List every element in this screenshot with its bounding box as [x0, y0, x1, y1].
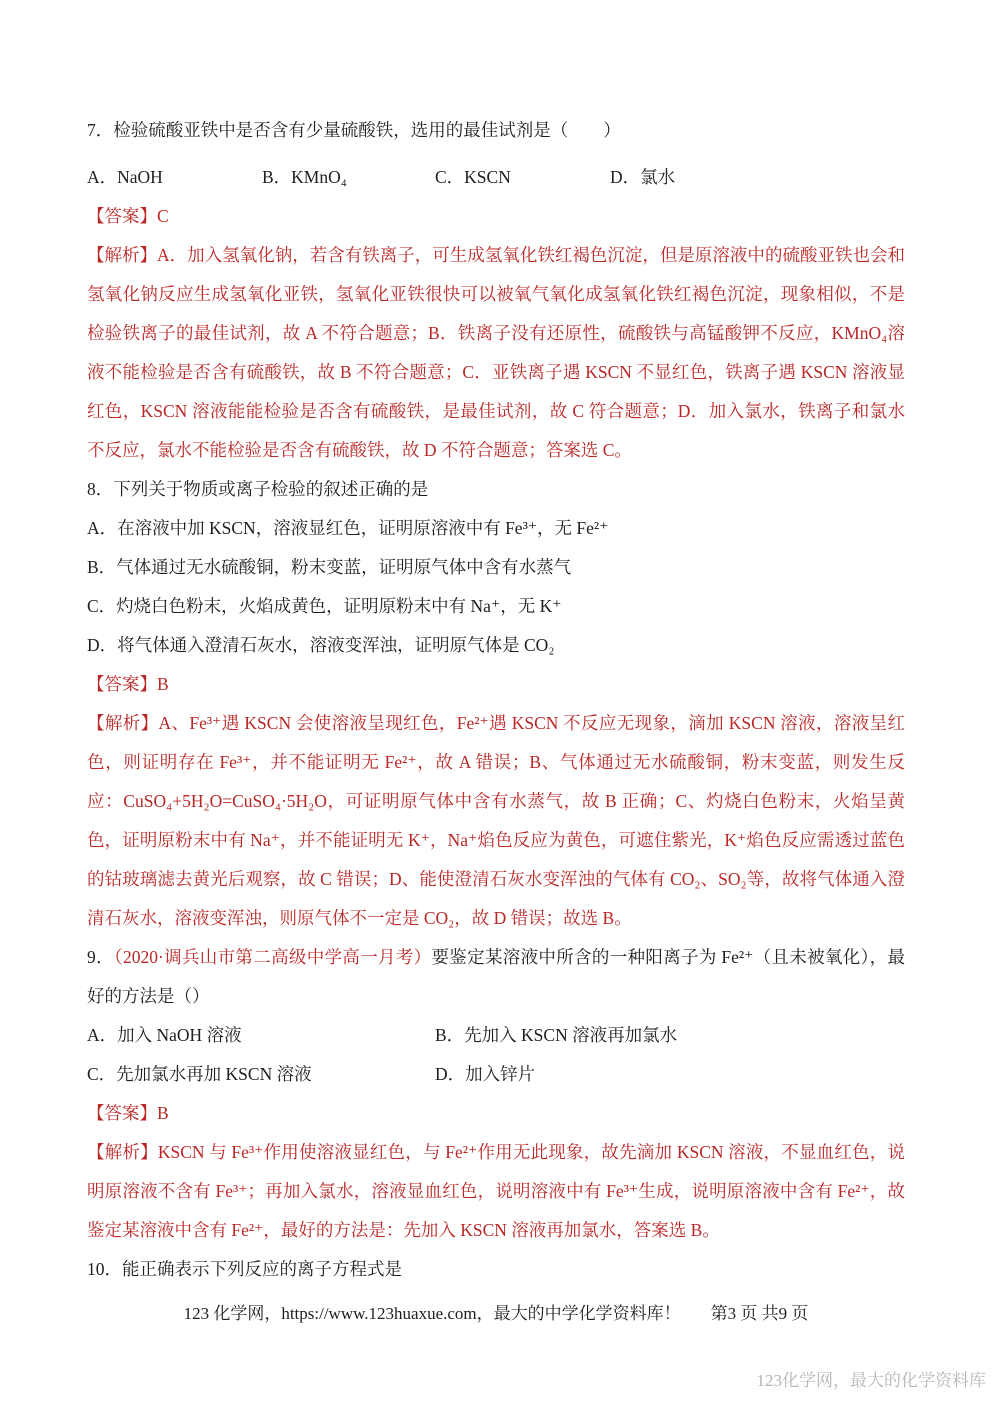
question-7-option-a: A．NaOH — [87, 167, 163, 187]
question-7-analysis-text: A．加入氢氧化钠，若含有铁离子，可生成氢氧化铁红褐色沉淀，但是原溶液中的硫酸亚铁也会和氢氧化钠反应生成氢氧化亚铁，氢氧化亚铁很快可以被氧气氧化成氢氧化铁红褐色沉淀，现象相似，不是检验铁离子的最佳试剂，故 A 不符合题意；B．铁离子没有还原性，硫酸铁与高锰酸钾不反应，KMnO₄溶液不能检验是否含有硫酸铁，故 B 不符合题意；C．亚铁离子遇 KSCN 不显红色，铁离子遇 KSCN 溶液显红色，KSCN 溶液能能检验是否含有硫酸铁，是最佳试剂，故 C 符合题意；D．加入氯水，铁离子和氯水不反应，氯水不能检验是否含有硫酸铁，故 D 不符合题意；答案选 C。 — [87, 245, 905, 460]
question-9-source: （2020·调兵山市第二高级中学高一月考） — [113, 947, 432, 967]
question-8-stem — [87, 470, 905, 509]
question-7-answer-line — [87, 197, 905, 236]
question-9-answer-label: 【答案】 — [87, 1103, 157, 1123]
question-10-number: 10． — [87, 1259, 122, 1279]
question-10-stem-text: 能正确表示下列反应的离子方程式是 — [122, 1259, 402, 1279]
question-7-stem-text: 检验硫酸亚铁中是否含有少量硫酸铁，选用的最佳试剂是（ ） — [113, 120, 621, 140]
question-9-number: 9． — [87, 947, 114, 967]
question-9-stem-text: 要鉴定某溶液中所含的一种阳离子为 Fe²⁺（且未被氧化），最好的方法是（） — [87, 947, 906, 1006]
question-8-answer-line — [87, 665, 905, 704]
question-9-option-d: D．加入锌片 — [435, 1064, 536, 1084]
question-9-analysis-text: KSCN 与 Fe³⁺作用使溶液显红色，与 Fe²⁺作用无此现象，故先滴加 KSCN 溶液，不显血红色，说明原溶液不含有 Fe³⁺；再加入氯水，溶液显血红色，说明溶液中有 Fe³⁺生成，说明原溶液中含有 Fe²⁺，故鉴定某溶液中含有 Fe²⁺，最好的方法是：先加入 KSCN 溶液再加氯水，答案选 B。 — [87, 1142, 906, 1240]
question-9-analysis-label: 【解析】 — [87, 1142, 158, 1162]
question-7-number: 7． — [87, 120, 114, 140]
question-8-number: 8． — [87, 479, 114, 499]
question-9-answer-line — [87, 1094, 905, 1133]
question-8-analysis-label: 【解析】 — [87, 713, 159, 733]
document-page-content — [87, 111, 905, 1289]
question-8-stem-text: 下列关于物质或离子检验的叙述正确的是 — [113, 479, 429, 499]
page-footer — [0, 1294, 992, 1333]
question-7-stem — [87, 111, 905, 150]
question-9-stem — [87, 938, 905, 1016]
question-7-option-c: C．KSCN — [435, 167, 511, 187]
question-9-option-c: C．先加氯水再加 KSCN 溶液 — [87, 1064, 312, 1084]
question-8-analysis — [87, 704, 905, 938]
question-8-option-d: D．将气体通入澄清石灰水，溶液变浑浊，证明原气体是 CO₂ — [87, 635, 555, 655]
question-8-answer-label: 【答案】 — [87, 674, 157, 694]
question-8-option-b: B．气体通过无水硫酸铜，粉末变蓝，证明原气体中含有水蒸气 — [87, 557, 572, 577]
question-8-option-c: C．灼烧白色粉末，火焰成黄色，证明原粉末中有 Na⁺，无 K⁺ — [87, 596, 562, 616]
footer-site-text: 123 化学网，https://www.123huaxue.com，最大的中学化学资料库！ — [183, 1304, 681, 1323]
question-9-answer-value: B — [157, 1103, 169, 1123]
question-7-answer-label: 【答案】 — [87, 206, 157, 226]
question-9-options-row-2 — [87, 1055, 905, 1094]
question-7-options — [87, 158, 905, 197]
question-9-option-b: B．先加入 KSCN 溶液再加氯水 — [435, 1025, 678, 1045]
question-7-option-b: B．KMnO₄ — [262, 167, 347, 187]
question-8-analysis-text: A、Fe³⁺遇 KSCN 会使溶液呈现红色，Fe²⁺遇 KSCN 不反应无现象，滴加 KSCN 溶液，溶液呈红色，则证明存在 Fe³⁺，并不能证明无 Fe²⁺，故 A 错误；B、气体通过无水硫酸铜，粉末变蓝，则发生反应：CuSO₄+5H₂O=CuSO₄·5H₂O，可证明原气体中含有水蒸气，故 B 正确；C、灼烧白色粉末，火焰呈黄色，证明原粉末中有 Na⁺，并不能证明无 K⁺，Na⁺焰色反应为黄色，可遮住紫光，K⁺焰色反应需透过蓝色的钴玻璃滤去黄光后观察，故 C 错误；D、能使澄清石灰水变浑浊的气体有 CO₂、SO₂等，故将气体通入澄清石灰水，溶液变浑浊，则原气体不一定是 CO₂，故 D 错误；故选 B。 — [87, 713, 905, 928]
question-10-stem — [87, 1250, 905, 1289]
question-7-answer-value: C — [157, 206, 169, 226]
question-9-analysis — [87, 1133, 905, 1250]
site-watermark: 123化学网，最大的化学资料库 — [756, 1371, 986, 1390]
question-8-answer-value: B — [157, 674, 169, 694]
question-7-analysis — [87, 236, 905, 470]
question-7-analysis-label: 【解析】 — [87, 245, 158, 265]
question-9-option-a: A．加入 NaOH 溶液 — [87, 1025, 242, 1045]
question-7-option-d: D．氯水 — [610, 167, 676, 187]
footer-page-info: 第3 页 共9 页 — [710, 1304, 809, 1323]
question-8-option-a: A．在溶液中加 KSCN，溶液显红色，证明原溶液中有 Fe³⁺，无 Fe²⁺ — [87, 518, 609, 538]
question-9-options-row-1 — [87, 1016, 905, 1055]
